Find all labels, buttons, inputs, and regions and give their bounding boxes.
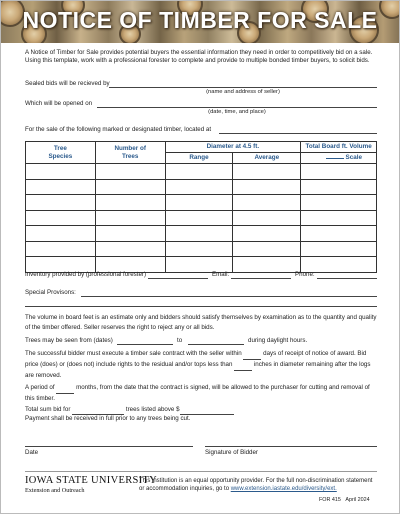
nondiscrimination-statement xyxy=(139,477,377,493)
table-row xyxy=(26,226,377,242)
cell-input[interactable] xyxy=(95,226,165,242)
period-months-field[interactable] xyxy=(56,383,74,394)
forester-field[interactable] xyxy=(148,271,208,279)
date-label: Date xyxy=(25,449,39,456)
bid-amount-field[interactable] xyxy=(180,406,234,415)
cell-input[interactable] xyxy=(26,210,96,226)
total-bid-a: Total sum bid for xyxy=(25,406,71,413)
col-tree-species: Tree Species xyxy=(26,142,96,164)
table-row xyxy=(26,164,377,180)
table-row xyxy=(26,195,377,211)
trees-seen-label: Trees may be seen from (dates) xyxy=(25,337,113,344)
total-bid-text xyxy=(25,406,234,415)
daylight-label: during daylight hours. xyxy=(248,337,308,344)
statement-text: This institution is an equal opportunity provider. For the full non-discrimination statement or accommodation inquiries, go to xyxy=(139,478,373,492)
contract-days-field[interactable] xyxy=(243,349,261,360)
cell-input[interactable] xyxy=(301,195,377,211)
form-date: April 2024 xyxy=(345,497,370,503)
col-scale xyxy=(301,153,377,164)
cell-input[interactable] xyxy=(165,179,233,195)
trees-seen-from-field[interactable] xyxy=(117,337,173,345)
period-text xyxy=(25,383,377,404)
cell-input[interactable] xyxy=(301,164,377,180)
cell-input[interactable] xyxy=(165,210,233,226)
cell-input[interactable] xyxy=(301,226,377,242)
special-provisions-field[interactable] xyxy=(81,289,377,297)
cell-input[interactable] xyxy=(233,226,301,242)
opened-on-field[interactable] xyxy=(97,100,377,108)
cell-input[interactable] xyxy=(301,241,377,257)
sealed-bids-label: Sealed bids will be recieved by xyxy=(25,80,110,87)
cell-input[interactable] xyxy=(233,257,301,273)
cell-input[interactable] xyxy=(165,226,233,242)
tops-inches-field[interactable] xyxy=(234,360,252,371)
col-number-of-trees: Number of Trees xyxy=(95,142,165,164)
period-text-a: A period of xyxy=(25,384,55,391)
contract-text-a: The successful bidder must execute a timber sale contract with the seller within xyxy=(25,350,242,357)
phone-field[interactable] xyxy=(317,271,377,279)
opened-on-hint: (date, time, and place) xyxy=(208,109,266,115)
bidder-signature-field[interactable] xyxy=(205,439,377,447)
date-signature-field[interactable] xyxy=(25,439,193,447)
cell-input[interactable] xyxy=(26,164,96,180)
cell-input[interactable] xyxy=(165,241,233,257)
col-average: Average xyxy=(233,153,301,164)
log-banner xyxy=(1,1,399,43)
trees-seen-to-label: to xyxy=(177,337,183,344)
university-logo-sub: Extension and Outreach xyxy=(25,487,85,494)
cell-input[interactable] xyxy=(301,210,377,226)
cell-input[interactable] xyxy=(233,179,301,195)
contract-text-c: inches in diameter remaining after the logs are removed. xyxy=(25,361,371,379)
col-range: Range xyxy=(165,153,233,164)
cell-input[interactable] xyxy=(233,164,301,180)
email-field[interactable] xyxy=(231,271,291,279)
contract-text-b: days of receipt of notice of award. Bid price (does) or (does not) include rights to the residual and/or tops less than xyxy=(25,350,367,368)
cell-input[interactable] xyxy=(165,164,233,180)
diversity-link[interactable]: www.extension.iastate.edu/diversity/ext. xyxy=(230,486,337,492)
sealed-bids-hint: (name and address of seller) xyxy=(206,89,280,95)
cell-input[interactable] xyxy=(26,179,96,195)
table-row xyxy=(26,241,377,257)
sale-location-field[interactable] xyxy=(219,126,377,134)
cell-input[interactable] xyxy=(95,210,165,226)
col-total-volume: Total Board ft. Volume xyxy=(301,142,377,153)
volume-estimate-text: The volume in board feet is an estimate only and bidders should satisfy themselves by examination as to the quantity and quality of the timber offered. Seller reserves the right to reject any or all bids. xyxy=(25,314,377,331)
special-provisions-field-2[interactable] xyxy=(25,299,377,307)
table-row xyxy=(26,210,377,226)
signature-label: Signature of Bidder xyxy=(205,449,258,456)
cell-input[interactable] xyxy=(301,179,377,195)
university-logo: IOWA STATE UNIVERSITY xyxy=(25,475,158,486)
cell-input[interactable] xyxy=(165,195,233,211)
cell-input[interactable] xyxy=(26,195,96,211)
cell-input[interactable] xyxy=(26,257,96,273)
table-row xyxy=(26,179,377,195)
special-provisions-label: Special Provisons: xyxy=(25,289,76,296)
cell-input[interactable] xyxy=(165,257,233,273)
opened-on-label: Which will be opened on xyxy=(25,100,93,107)
timber-table xyxy=(25,141,377,273)
cell-input[interactable] xyxy=(95,241,165,257)
col-diameter: Diameter at 4.5 ft. xyxy=(165,142,301,153)
total-bid-b: trees listed above $ xyxy=(125,406,180,413)
period-text-b: months, from the date that the contract is signed, will be allowed to the purchaser for cutting and removal of this timber. xyxy=(25,384,370,402)
contract-text xyxy=(25,349,377,381)
sealed-bids-field[interactable] xyxy=(109,80,377,88)
cell-input[interactable] xyxy=(26,241,96,257)
cell-input[interactable] xyxy=(26,226,96,242)
tree-count-field[interactable] xyxy=(72,406,124,415)
inventory-label: Inventory provided by (professional forester) xyxy=(25,271,147,278)
form-number: FOR 415 xyxy=(319,497,341,503)
sale-location-label: For the sale of the following marked or designated timber, located at xyxy=(25,126,212,133)
trees-seen-to-field[interactable] xyxy=(188,337,244,345)
cell-input[interactable] xyxy=(95,179,165,195)
table-row xyxy=(26,257,377,273)
cell-input[interactable] xyxy=(301,257,377,273)
footer-divider xyxy=(25,471,377,472)
cell-input[interactable] xyxy=(95,164,165,180)
col-scale-label: Scale xyxy=(345,154,362,162)
page-title: NOTICE OF TIMBER FOR SALE xyxy=(22,7,378,33)
cell-input[interactable] xyxy=(233,210,301,226)
cell-input[interactable] xyxy=(233,195,301,211)
intro-text: A Notice of Timber for Sale provides potential buyers the essential information they need in order to competitively bid on a sale. Using this template, work with a professional forester to complete and provide to multiple bonded timber buyers, to solicit bids. xyxy=(25,49,373,65)
payment-text: Payment shall be received in full prior to any trees being cut. xyxy=(25,415,191,422)
email-label: Email: xyxy=(212,271,230,278)
cell-input[interactable] xyxy=(95,195,165,211)
cell-input[interactable] xyxy=(95,257,165,273)
cell-input[interactable] xyxy=(233,241,301,257)
form-code xyxy=(319,496,370,504)
phone-label: Phone: xyxy=(295,271,315,278)
